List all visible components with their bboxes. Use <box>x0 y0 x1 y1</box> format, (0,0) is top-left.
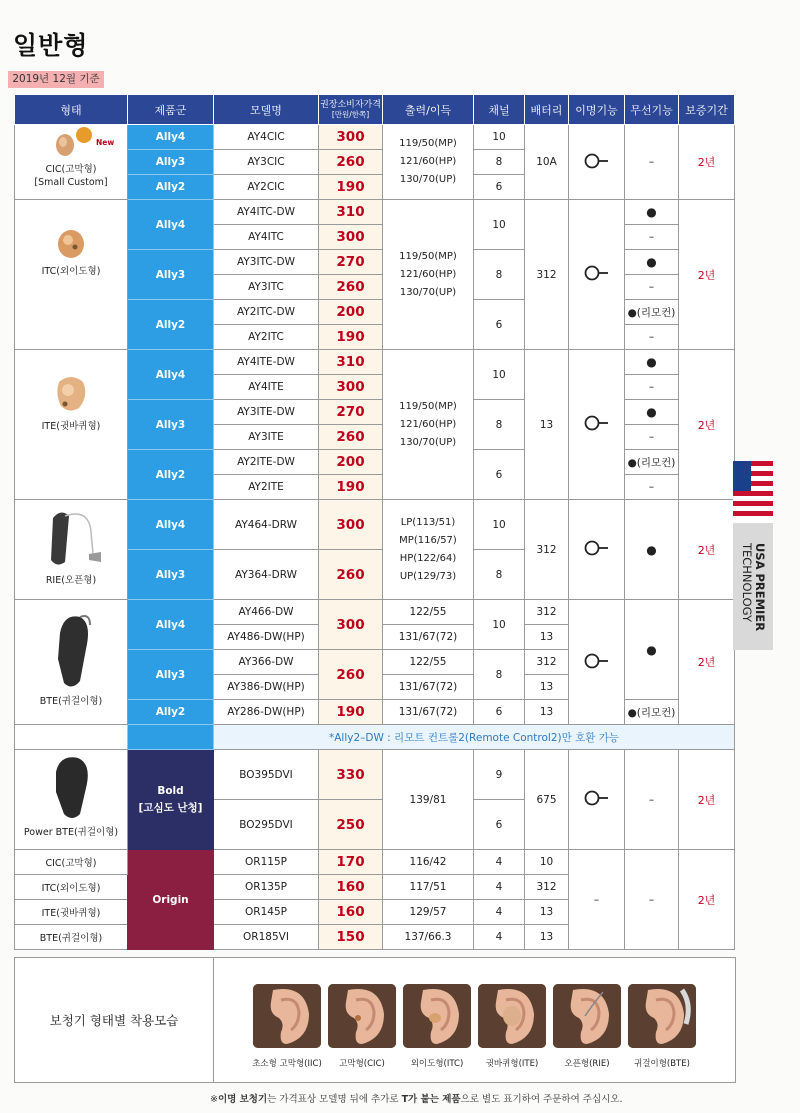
price-cell: 300 <box>319 225 383 250</box>
channel-cell: 6 <box>474 700 525 725</box>
hear-func-cell: – <box>569 850 625 950</box>
battery-cell: 13 <box>525 700 569 725</box>
footnote: ※이명 보청기는 가격표상 모델명 뒤에 추가로 T가 붙는 제품으로 별도 표기하여 주문하여 주십시오. <box>210 1094 623 1105</box>
model-cell: AY464-DRW <box>214 500 319 550</box>
price-table <box>14 94 735 950</box>
channel-cell: 10 <box>474 600 525 650</box>
usa-badge-text: USA PREMIER TECHNOLOGY <box>733 523 773 650</box>
model-cell: AY4ITC-DW <box>214 200 319 225</box>
output-cell: 119/50(MP) 121/60(HP) 130/70(UP) <box>383 350 474 500</box>
wireless-cell: – <box>625 325 679 350</box>
family-cell: Ally3 <box>128 650 214 700</box>
channel-cell: 4 <box>474 850 525 875</box>
model-cell: AY3ITC-DW <box>214 250 319 275</box>
type-rie: RIE(오픈형) <box>15 500 128 600</box>
price-cell: 160 <box>319 875 383 900</box>
ear-caption: 외이도형(ITC) <box>410 1059 464 1069</box>
model-cell: AY3ITE <box>214 425 319 450</box>
output-cell: 116/42 <box>383 850 474 875</box>
wireless-cell: ● <box>625 200 679 225</box>
ear-photo-cic <box>328 984 396 1048</box>
price-cell: 250 <box>319 800 383 850</box>
price-cell: 190 <box>319 700 383 725</box>
price-cell: 260 <box>319 275 383 300</box>
wireless-cell: – <box>625 375 679 400</box>
family-cell: Ally2 <box>128 175 214 200</box>
type-cic-line1: CIC(고막형) <box>45 164 97 175</box>
wireless-cell: ●(리모컨) <box>625 300 679 325</box>
family-cell: Ally3 <box>128 550 214 600</box>
battery-cell: 312 <box>525 875 569 900</box>
wireless-cell: – <box>625 275 679 300</box>
family-cell: Ally4 <box>128 600 214 650</box>
model-cell: OR115P <box>214 850 319 875</box>
family-cell: Bold [고심도 난청] <box>128 750 214 850</box>
model-cell: AY286-DW(HP) <box>214 700 319 725</box>
price-cell: 260 <box>319 425 383 450</box>
channel-cell: 8 <box>474 250 525 300</box>
price-cell: 270 <box>319 400 383 425</box>
model-cell: AY466-DW <box>214 600 319 625</box>
battery-cell: 312 <box>525 500 569 600</box>
battery-cell: 13 <box>525 675 569 700</box>
wireless-cell: ●(리모컨) <box>625 700 679 725</box>
type-origin-itc: ITC(외이도형) <box>15 875 128 900</box>
model-cell: AY4CIC <box>214 125 319 150</box>
usa-flag-icon <box>733 461 773 523</box>
price-cell: 150 <box>319 925 383 950</box>
header-model: 모델명 <box>214 95 319 125</box>
family-cell: Ally3 <box>128 250 214 300</box>
header-hear-func: 이명기능 <box>569 95 625 125</box>
tinnitus-icon <box>583 538 611 558</box>
price-cell: 300 <box>319 500 383 550</box>
price-cell: 160 <box>319 900 383 925</box>
ear-photo-iic <box>253 984 321 1048</box>
output-cell: 119/50(MP) 121/60(HP) 130/70(UP) <box>383 125 474 200</box>
model-cell: AY3ITE-DW <box>214 400 319 425</box>
wireless-cell: ● <box>625 250 679 275</box>
header-battery: 배터리 <box>525 95 569 125</box>
wireless-cell: – <box>625 475 679 500</box>
wireless-cell: – <box>625 225 679 250</box>
family-cell: Ally2 <box>128 700 214 725</box>
model-cell: AY2ITC <box>214 325 319 350</box>
tinnitus-icon <box>583 651 611 671</box>
output-cell: 122/55 <box>383 650 474 675</box>
price-cell: 200 <box>319 450 383 475</box>
output-cell: 137/66.3 <box>383 925 474 950</box>
battery-cell: 13 <box>525 350 569 500</box>
ear-caption: 귓바퀴형(ITE) <box>485 1059 539 1069</box>
table-row <box>15 125 735 150</box>
price-cell: 260 <box>319 650 383 700</box>
output-cell: 131/67(72) <box>383 625 474 650</box>
price-cell: 170 <box>319 850 383 875</box>
battery-cell: 10 <box>525 850 569 875</box>
output-cell: 139/81 <box>383 750 474 850</box>
battery-cell: 312 <box>525 200 569 350</box>
ite-hearing-aid-image <box>51 372 91 416</box>
table-header <box>15 95 735 125</box>
family-cell: Ally3 <box>128 150 214 175</box>
output-cell: 119/50(MP) 121/60(HP) 130/70(UP) <box>383 200 474 350</box>
price-cell: 190 <box>319 325 383 350</box>
wear-label: 보청기 형태별 착용모습 <box>15 958 214 1082</box>
channel-cell: 10 <box>474 350 525 400</box>
cic-hearing-aid-image <box>49 127 93 159</box>
channel-cell: 10 <box>474 500 525 550</box>
battery-cell: 13 <box>525 625 569 650</box>
output-cell: 131/67(72) <box>383 700 474 725</box>
header-type: 형태 <box>15 95 128 125</box>
model-cell: AY2ITE <box>214 475 319 500</box>
ear-caption: 귀걸이형(BTE) <box>634 1059 690 1069</box>
tinnitus-icon <box>583 413 611 433</box>
channel-cell: 4 <box>474 900 525 925</box>
price-cell: 330 <box>319 750 383 800</box>
type-cic-line2: [Small Custom] <box>34 177 108 188</box>
page-title: 일반형 <box>13 31 89 60</box>
price-cell: 300 <box>319 375 383 400</box>
tinnitus-icon <box>583 263 611 283</box>
note-spacer <box>15 725 128 750</box>
family-cell: Origin <box>128 850 214 950</box>
model-cell: AY2ITE-DW <box>214 450 319 475</box>
family-cell: Ally4 <box>128 125 214 150</box>
channel-cell: 6 <box>474 300 525 350</box>
header-channels: 채널 <box>474 95 525 125</box>
hear-func-cell <box>569 125 625 200</box>
price-cell: 190 <box>319 175 383 200</box>
channel-cell: 8 <box>474 550 525 600</box>
wireless-cell: – <box>625 850 679 950</box>
warranty-cell: 2년 <box>679 750 735 850</box>
family-cell: Ally2 <box>128 450 214 500</box>
usa-badge <box>733 461 773 650</box>
ear-caption: 고막형(CIC) <box>339 1059 385 1069</box>
channel-cell: 9 <box>474 750 525 800</box>
table-row <box>15 750 735 800</box>
header-price: 권장소비자가격 [만원/한쪽] <box>319 95 383 125</box>
hear-func-cell <box>569 600 625 725</box>
family-cell: Ally4 <box>128 350 214 400</box>
hear-func-cell <box>569 750 625 850</box>
channel-cell: 8 <box>474 650 525 700</box>
battery-cell: 13 <box>525 900 569 925</box>
wear-section <box>14 957 736 1083</box>
family-cell: Ally4 <box>128 200 214 250</box>
price-cell: 190 <box>319 475 383 500</box>
hear-func-cell <box>569 350 625 500</box>
new-badge-circle <box>76 127 92 143</box>
model-cell: OR185VI <box>214 925 319 950</box>
price-cell: 310 <box>319 200 383 225</box>
price-cell: 260 <box>319 150 383 175</box>
warranty-cell: 2년 <box>679 850 735 950</box>
ear-photo-rie <box>553 984 621 1048</box>
new-badge: New <box>96 138 115 147</box>
ear-caption: 초소형 고막형(IIC) <box>252 1059 322 1069</box>
bte-note: *Ally2–DW : 리모트 컨트롤2(Remote Control2)만 호환 가능 <box>214 725 735 750</box>
tinnitus-icon <box>583 788 611 808</box>
output-cell: LP(113/51) MP(116/57) HP(122/64) UP(129/73) <box>383 500 474 600</box>
model-cell: AY2ITC-DW <box>214 300 319 325</box>
warranty-cell: 2년 <box>679 350 735 500</box>
battery-cell: 13 <box>525 925 569 950</box>
header-wireless: 무선기능 <box>625 95 679 125</box>
rie-hearing-aid-image <box>31 504 111 570</box>
table-row <box>15 500 735 550</box>
itc-hearing-aid-image <box>53 227 89 261</box>
wireless-cell: ● <box>625 350 679 375</box>
ear-photo-itc <box>403 984 471 1048</box>
hear-func-cell <box>569 200 625 350</box>
table-row <box>15 600 735 625</box>
channel-cell: 10 <box>474 200 525 250</box>
type-cic <box>15 125 128 200</box>
ear-photo-bte <box>628 984 696 1048</box>
warranty-cell: 2년 <box>679 500 735 600</box>
channel-cell: 8 <box>474 150 525 175</box>
table-row <box>15 200 735 225</box>
channel-cell: 10 <box>474 125 525 150</box>
table-row <box>15 850 735 875</box>
bte-hearing-aid-image <box>46 609 96 691</box>
ear-photo-ite <box>478 984 546 1048</box>
channel-cell: 8 <box>474 400 525 450</box>
type-ite: ITE(귓바퀴형) <box>15 350 128 500</box>
type-power-bte: Power BTE(귀걸이형) <box>15 750 128 850</box>
battery-cell: 312 <box>525 650 569 675</box>
output-cell: 117/51 <box>383 875 474 900</box>
battery-cell: 675 <box>525 750 569 850</box>
output-cell: 131/67(72) <box>383 675 474 700</box>
type-itc: ITC(외이도형) <box>15 200 128 350</box>
hear-func-cell <box>569 500 625 600</box>
model-cell: BO395DVI <box>214 750 319 800</box>
header-warranty: 보증기간 <box>679 95 735 125</box>
model-cell: AY386-DW(HP) <box>214 675 319 700</box>
channel-cell: 4 <box>474 875 525 900</box>
model-cell: AY4ITE <box>214 375 319 400</box>
model-cell: AY4ITC <box>214 225 319 250</box>
note-family-blank <box>128 725 214 750</box>
ear-caption: 오픈형(RIE) <box>564 1059 610 1069</box>
family-cell: Ally4 <box>128 500 214 550</box>
warranty-cell: 2년 <box>679 200 735 350</box>
wireless-cell: ●(리모컨) <box>625 450 679 475</box>
header-output: 출력/이득 <box>383 95 474 125</box>
wireless-cell: – <box>625 750 679 850</box>
price-cell: 270 <box>319 250 383 275</box>
table-row <box>15 350 735 375</box>
channel-cell: 6 <box>474 800 525 850</box>
header-family: 제품군 <box>128 95 214 125</box>
note-row <box>15 725 735 750</box>
model-cell: OR135P <box>214 875 319 900</box>
model-cell: AY3ITC <box>214 275 319 300</box>
tinnitus-icon <box>583 151 611 171</box>
type-origin-ite: ITE(귓바퀴형) <box>15 900 128 925</box>
model-cell: OR145P <box>214 900 319 925</box>
model-cell: BO295DVI <box>214 800 319 850</box>
model-cell: AY366-DW <box>214 650 319 675</box>
wireless-cell: – <box>625 125 679 200</box>
price-cell: 200 <box>319 300 383 325</box>
family-cell: Ally3 <box>128 400 214 450</box>
channel-cell: 6 <box>474 175 525 200</box>
channel-cell: 4 <box>474 925 525 950</box>
output-cell: 122/55 <box>383 600 474 625</box>
date-badge: 2019년 12월 기준 <box>8 71 104 88</box>
model-cell: AY4ITE-DW <box>214 350 319 375</box>
warranty-cell: 2년 <box>679 600 735 725</box>
wireless-cell: – <box>625 425 679 450</box>
model-cell: AY486-DW(HP) <box>214 625 319 650</box>
family-cell: Ally2 <box>128 300 214 350</box>
type-origin-bte: BTE(귀걸이형) <box>15 925 128 950</box>
wireless-cell: ● <box>625 600 679 700</box>
battery-cell: 312 <box>525 600 569 625</box>
power-bte-hearing-aid-image <box>46 752 96 822</box>
warranty-cell: 2년 <box>679 125 735 200</box>
type-origin-cic: CIC(고막형) <box>15 850 128 875</box>
price-cell: 260 <box>319 550 383 600</box>
type-bte: BTE(귀걸이형) <box>15 600 128 725</box>
battery-cell: 10A <box>525 125 569 200</box>
model-cell: AY2CIC <box>214 175 319 200</box>
wireless-cell: ● <box>625 400 679 425</box>
channel-cell: 6 <box>474 450 525 500</box>
model-cell: AY3CIC <box>214 150 319 175</box>
price-cell: 300 <box>319 125 383 150</box>
model-cell: AY364-DRW <box>214 550 319 600</box>
wireless-cell: ● <box>625 500 679 600</box>
price-cell: 300 <box>319 600 383 650</box>
price-cell: 310 <box>319 350 383 375</box>
output-cell: 129/57 <box>383 900 474 925</box>
